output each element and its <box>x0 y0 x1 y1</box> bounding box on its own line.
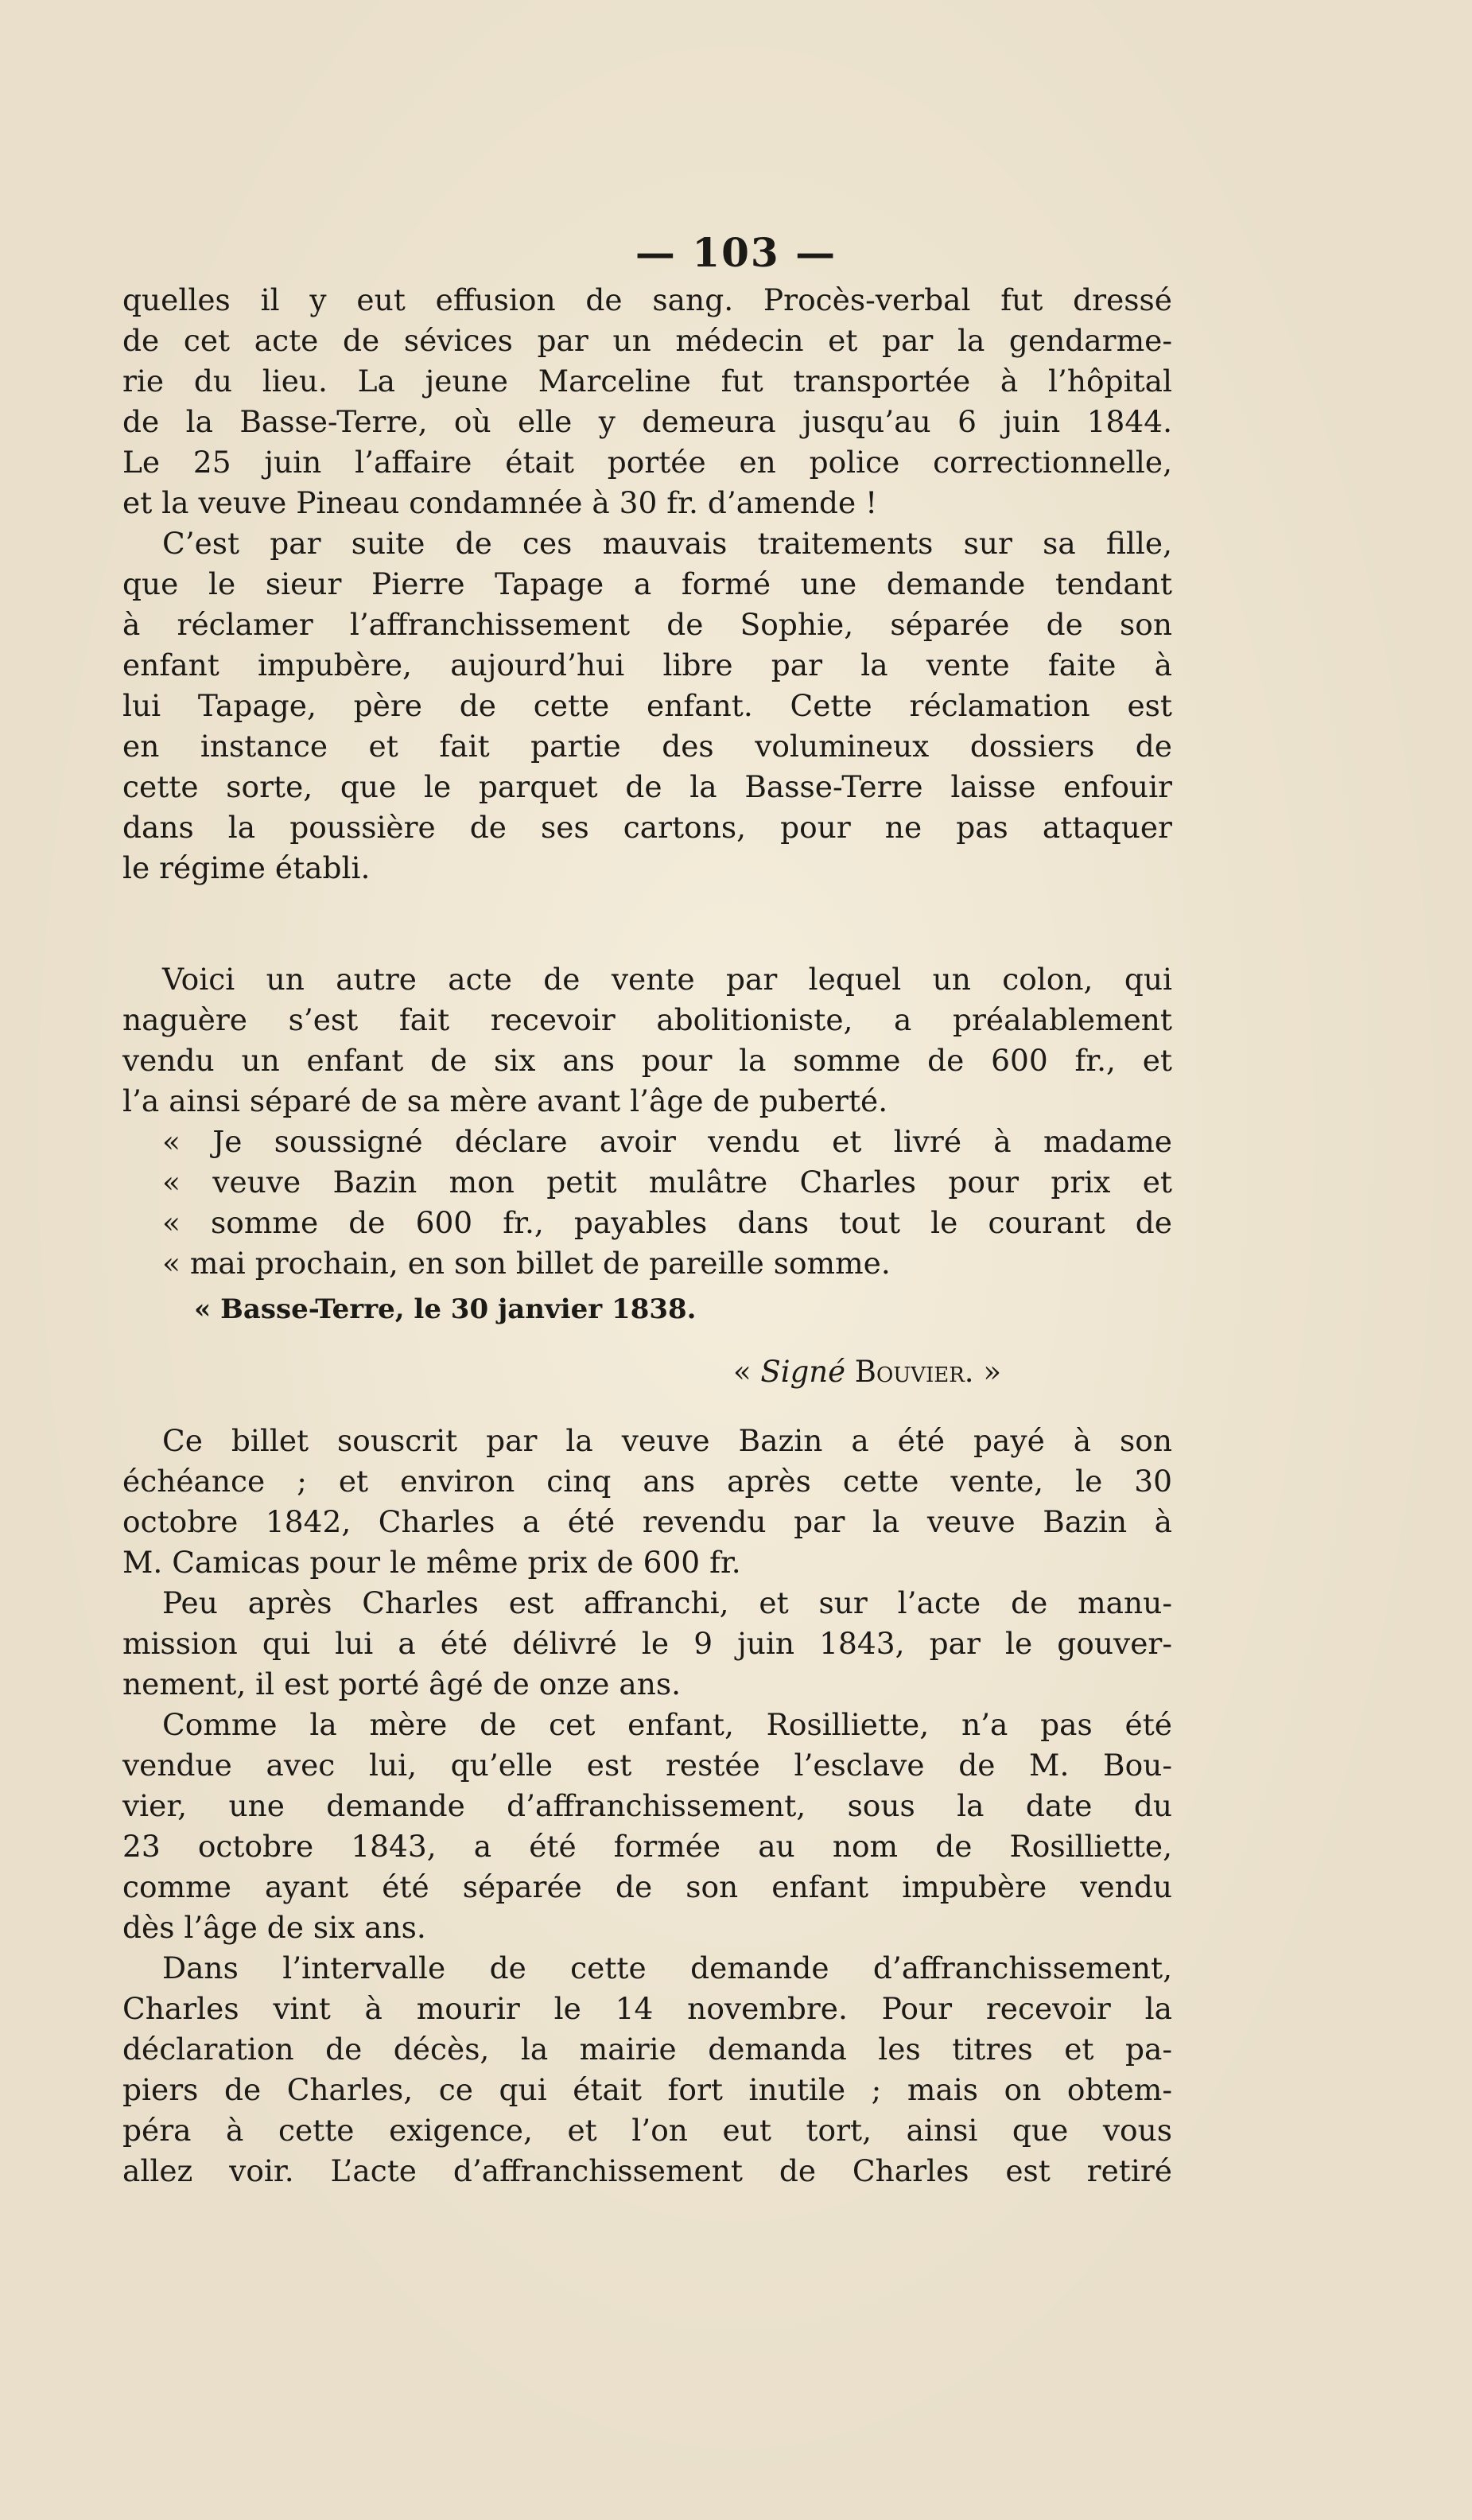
page-number: — 103 — <box>635 229 837 276</box>
text-line: naguère s’est fait recevoir abolitioniste, a préalablement <box>122 1002 1172 1037</box>
text-line: et la veuve Pineau condamnée à 30 fr. d’amende ! <box>122 485 878 520</box>
text-line: quelles il y eut effusion de sang. Procès-verbal fut dressé <box>122 282 1172 317</box>
text-line: « somme de 600 fr., payables dans tout le courant de <box>162 1205 1172 1240</box>
text-line: 23 octobre 1843, a été formée au nom de Rosilliette, <box>122 1829 1172 1864</box>
text-line: Voici un autre acte de vente par lequel un colon, qui <box>162 962 1172 997</box>
text-line: vier, une demande d’affranchissement, sous la date du <box>122 1788 1172 1823</box>
text-line: vendu un enfant de six ans pour la somme de 600 fr., et <box>122 1043 1172 1078</box>
signature-signe: Signé <box>760 1355 845 1389</box>
text-line: piers de Charles, ce qui était fort inutile ; mais on obtem- <box>122 2072 1172 2107</box>
text-line: mission qui lui a été délivré le 9 juin 1843, par le gouver- <box>122 1626 1172 1661</box>
text-line: déclaration de décès, la mairie demanda les titres et pa- <box>122 2032 1172 2067</box>
text-line: allez voir. L’acte d’affranchissement de Charles est retiré <box>122 2153 1172 2188</box>
signature-open-quote: « <box>733 1355 761 1389</box>
text-line: « mai prochain, en son billet de pareille somme. <box>162 1246 891 1281</box>
text-line: enfant impubère, aujourd’hui libre par la vente faite à <box>122 648 1172 682</box>
text-line: lui Tapage, père de cette enfant. Cette réclamation est <box>122 688 1172 723</box>
signature-close-quote: . » <box>964 1355 1001 1389</box>
text-line: l’a ainsi séparé de sa mère avant l’âge de puberté. <box>122 1083 888 1118</box>
text-line: le régime établi. <box>122 850 371 885</box>
text-line: rie du lieu. La jeune Marceline fut transportée à l’hôpital <box>122 364 1172 399</box>
paragraph-block-1 <box>122 280 1172 889</box>
text-line: Ce billet souscrit par la veuve Bazin a été payé à son <box>162 1423 1172 1458</box>
text-line: nement, il est porté âgé de onze ans. <box>122 1666 682 1701</box>
paragraph-block-2 <box>122 959 1172 1284</box>
paragraph-block-3 <box>122 1421 1172 2191</box>
text-line: Peu après Charles est affranchi, et sur l’acte de manu- <box>162 1585 1172 1620</box>
text-line: M. Camicas pour le même prix de 600 fr. <box>122 1545 741 1580</box>
text-line: péra à cette exigence, et l’on eut tort, ainsi que vous <box>122 2113 1172 2148</box>
text-line: Charles vint à mourir le 14 novembre. Pour recevoir la <box>122 1991 1172 2026</box>
text-line: « veuve Bazin mon petit mulâtre Charles pour prix et <box>162 1165 1172 1200</box>
text-line: de cet acte de sévices par un médecin et par la gendarme- <box>122 323 1172 358</box>
text-line: dans la poussière de ses cartons, pour ne pas attaquer <box>122 810 1172 845</box>
signature-line <box>733 1355 1001 1389</box>
text-line: Le 25 juin l’affaire était portée en police correctionnelle, <box>122 445 1172 480</box>
dateline: « Basse-Terre, le 30 janvier 1838. <box>194 1293 697 1325</box>
text-line: dès l’âge de six ans. <box>122 1910 426 1945</box>
text-line: Dans l’intervalle de cette demande d’affranchissement, <box>162 1950 1172 1985</box>
text-line: C’est par suite de ces mauvais traitements sur sa fille, <box>162 526 1172 561</box>
text-line: Comme la mère de cet enfant, Rosilliette, n’a pas été <box>162 1707 1172 1742</box>
text-line: en instance et fait partie des volumineux dossiers de <box>122 729 1172 764</box>
text-line: « Je soussigné déclare avoir vendu et livré à madame <box>162 1124 1172 1159</box>
text-line: octobre 1842, Charles a été revendu par la veuve Bazin à <box>122 1504 1172 1539</box>
signature-name: Bouvier <box>854 1355 965 1389</box>
text-line: de la Basse-Terre, où elle y demeura jusqu’au 6 juin 1844. <box>122 404 1172 439</box>
text-line: comme ayant été séparée de son enfant impubère vendu <box>122 1869 1172 1904</box>
text-line: à réclamer l’affranchissement de Sophie, séparée de son <box>122 607 1172 642</box>
text-line: échéance ; et environ cinq ans après cette vente, le 30 <box>122 1464 1172 1499</box>
text-line: vendue avec lui, qu’elle est restée l’esclave de M. Bou- <box>122 1748 1172 1783</box>
text-line: cette sorte, que le parquet de la Basse-Terre laisse enfouir <box>122 769 1172 804</box>
text-line: que le sieur Pierre Tapage a formé une demande tendant <box>122 566 1172 601</box>
